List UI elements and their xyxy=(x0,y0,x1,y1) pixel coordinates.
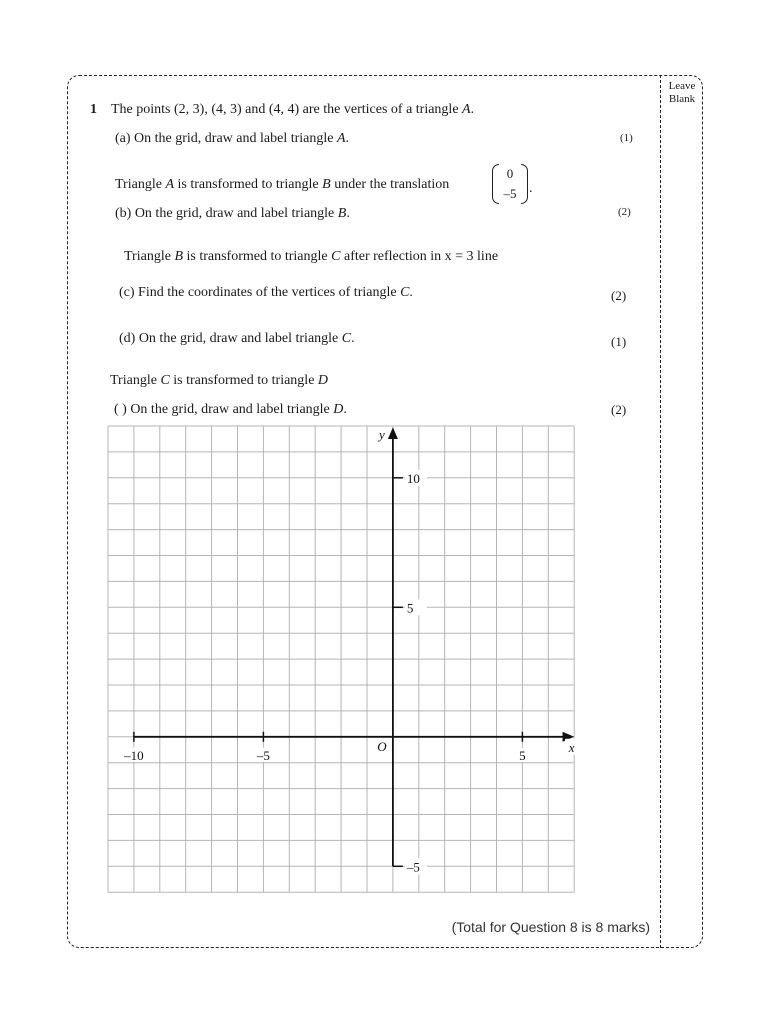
ts-mid: is transformed to triangle xyxy=(177,177,319,192)
question-intro: 1 The points (2, 3), (4, 3) and (4, 4) are the vertices of a triangle A. xyxy=(90,102,475,117)
x-tick-label: 5 xyxy=(519,747,526,763)
part-c: (c) Find the coordinates of the vertices of triangle C. xyxy=(119,285,413,300)
part-b-var: B xyxy=(337,206,347,221)
part-b-marks: (2) xyxy=(618,206,631,218)
part-a-marks: (1) xyxy=(620,132,633,144)
leave-label: Leave xyxy=(668,80,696,92)
part-e-text: ( ) On the grid, draw and label triangle xyxy=(114,402,330,417)
ts-var-a: A xyxy=(165,177,174,192)
blank-label: Blank xyxy=(668,93,696,105)
ts-pre: Triangle xyxy=(115,177,162,192)
part-b-text: (b) On the grid, draw and label triangle xyxy=(115,206,335,221)
question-total: (Total for Question 8 is 8 marks) xyxy=(451,919,650,935)
part-c-var: C xyxy=(400,285,410,300)
ts-post: under the translation xyxy=(334,177,450,192)
y-axis-label: y xyxy=(379,427,385,442)
part-e: ( ) On the grid, draw and label triangle D. xyxy=(114,402,347,417)
x-tick-label: –5 xyxy=(256,747,270,763)
vector-bottom: –5 xyxy=(503,186,517,201)
part-b: (b) On the grid, draw and label triangle B. xyxy=(115,206,350,221)
rs-var-c: C xyxy=(331,249,341,264)
y-tick-label: –5 xyxy=(406,859,420,875)
ds-var-c: C xyxy=(160,373,170,388)
grid-lines xyxy=(108,426,574,892)
vector-top: 0 xyxy=(506,166,514,181)
part-d-var: C xyxy=(341,331,352,346)
axes xyxy=(134,427,574,866)
intro-text: The points (2, 3), (4, 3) and (4, 4) are the vertices of a triangle xyxy=(111,102,459,117)
origin-label: O xyxy=(377,738,387,754)
ds-pre: Triangle xyxy=(110,373,157,388)
x-axis-label: x xyxy=(568,739,575,755)
y-axis-arrow xyxy=(388,427,398,439)
x-tick-label: –10 xyxy=(124,747,144,763)
y-tick-label: 10 xyxy=(406,470,420,486)
ds-var-d: D xyxy=(317,373,329,388)
part-d: (d) On the grid, draw and label triangle C. xyxy=(119,331,355,346)
part-c-text: (c) Find the coordinates of the vertices of triangle xyxy=(119,285,397,300)
rs-mid: is transformed to triangle xyxy=(186,249,328,264)
part-a-text: (a) On the grid, draw and label triangle xyxy=(115,131,334,146)
part-d-text: (d) On the grid, draw and label triangle xyxy=(119,331,339,346)
rs-post: after reflection in x = 3 line xyxy=(343,249,499,264)
axis-ticks xyxy=(120,427,577,874)
question-number: 1 xyxy=(90,102,97,117)
ts-var-b: B xyxy=(322,177,331,192)
intro-var: A xyxy=(462,102,471,117)
vector-period: . xyxy=(529,181,533,196)
part-c-marks: (2) xyxy=(611,288,627,303)
part-e-marks: (2) xyxy=(611,402,627,417)
part-e-var: D xyxy=(333,402,344,417)
rs-pre: Triangle xyxy=(124,249,171,264)
rs-var-b: B xyxy=(174,249,183,264)
part-a-var: A xyxy=(336,131,346,146)
part-a: (a) On the grid, draw and label triangle A. xyxy=(115,131,350,146)
y-tick-label: 5 xyxy=(406,600,414,616)
part-d-marks: (1) xyxy=(611,334,627,349)
ds-mid: is transformed to triangle xyxy=(173,373,315,388)
